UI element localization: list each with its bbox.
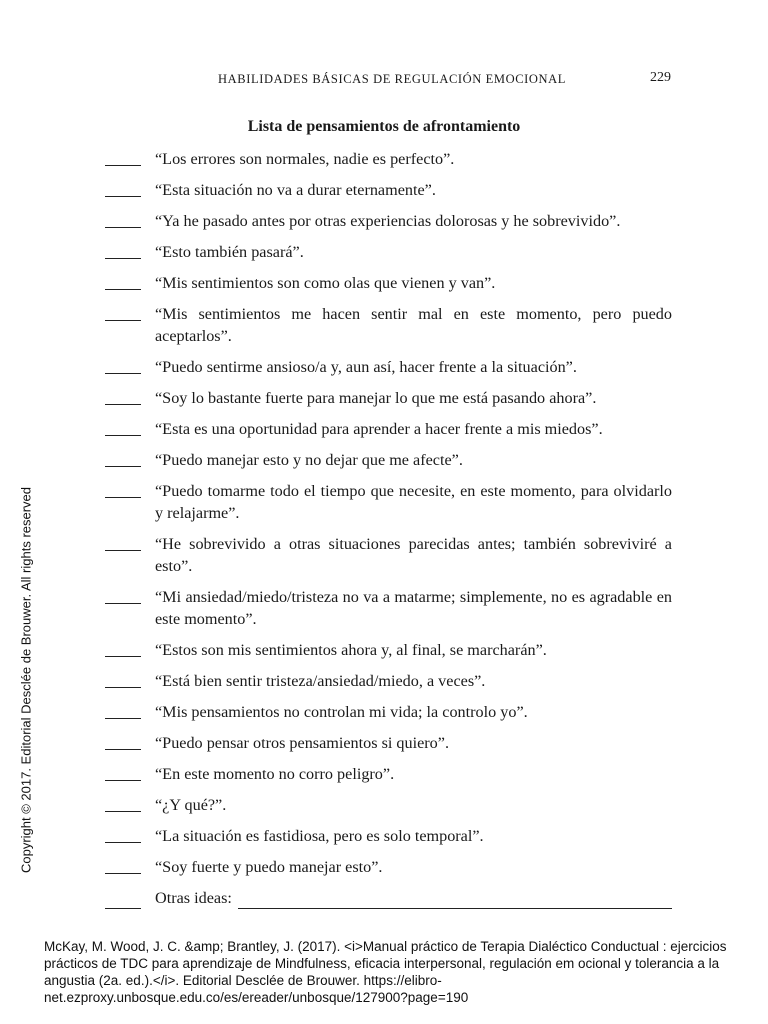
copyright-notice: Copyright © 2017. Editorial Desclée de Brouwer. All rights reserved [18,486,34,874]
check-blank[interactable] [105,272,141,290]
check-blank[interactable] [105,586,141,604]
list-item-text: “En este momento no corro peligro”. [155,765,395,783]
check-blank[interactable] [105,533,141,551]
list-item-text: “Esta es una oportunidad para aprender a hacer frente a mis miedos”. [155,420,603,438]
other-ideas-answer-line[interactable] [238,889,672,909]
list-item [105,480,672,524]
list-item-text: “He sobrevivido a otras situaciones parecidas antes; también sobreviviré a esto”. [155,535,672,575]
list-item-text: “Soy fuerte y puedo manejar esto”. [155,858,383,876]
check-blank[interactable] [105,179,141,197]
list-item [105,763,672,785]
check-blank[interactable] [105,825,141,843]
check-blank[interactable] [105,148,141,166]
check-blank[interactable] [105,794,141,812]
list-item-text: “Puedo sentirme ansioso/a y, aun así, hacer frente a la situación”. [155,358,577,376]
check-blank[interactable] [105,241,141,259]
page-number: 229 [650,70,671,85]
list-item-text: “Puedo pensar otros pensamientos si quiero”. [155,734,450,752]
check-blank[interactable] [105,701,141,719]
list-title: Lista de pensamientos de afrontamiento [247,118,521,135]
check-blank[interactable] [105,303,141,321]
check-blank[interactable] [105,732,141,750]
list-item-text: “Esto también pasará”. [155,243,304,261]
list-item-text: “Esta situación no va a durar eternamente”. [155,181,436,199]
list-item [105,210,672,232]
check-blank[interactable] [105,210,141,228]
list-item [105,825,672,847]
list-item [105,732,672,754]
list-item [105,272,672,294]
check-blank[interactable] [105,418,141,436]
list-item-text: “Está bien sentir tristeza/ansiedad/miedo, a veces”. [155,672,486,690]
list-item [105,586,672,630]
list-item [105,533,672,577]
check-blank[interactable] [105,891,141,909]
list-item [105,241,672,263]
other-ideas-label: Otras ideas: [155,889,232,907]
check-blank[interactable] [105,670,141,688]
other-ideas-row [105,887,672,909]
list-item-text: “Puedo tomarme todo el tiempo que necesite, en este momento, para olvidarlo y relajarme”. [155,482,672,522]
list-item-text: “Ya he pasado antes por otras experiencias dolorosas y he sobrevivido”. [155,212,621,230]
list-item-text: “Los errores son normales, nadie es perfecto”. [155,150,455,168]
list-item-text: “Puedo manejar esto y no dejar que me afecte”. [155,451,463,469]
running-header-title: HABILIDADES BÁSICAS DE REGULACIÓN EMOCIONAL [218,72,567,86]
list-item-text: “Mis pensamientos no controlan mi vida; la controlo yo”. [155,703,528,721]
list-item [105,639,672,661]
check-blank[interactable] [105,356,141,374]
list-item [105,418,672,440]
check-blank[interactable] [105,480,141,498]
list-item-text: “Mis sentimientos son como olas que vienen y van”. [155,274,496,292]
citation-footer: McKay, M. Wood, J. C. &amp; Brantley, J. (2017). <i>Manual práctico de Terapia Dialéctico Conductual : ejercicios prácticos de TDC para aprendizaje de Mindfulness, eficacia interpersonal, regulación em ocional y tolerancia a la angustia (2a. ed.).</i>. Editorial Desclée de Brouwer. https://elibro-net.ezproxy.unbosque.edu.co/es/ereader/unbosque/127900?page=190 [44,939,727,1005]
list-item-text: “¿Y qué?”. [155,796,227,814]
list-item-text: “Estos son mis sentimientos ahora y, al final, se marcharán”. [155,641,547,659]
check-blank[interactable] [105,387,141,405]
list-item-text: “Mis sentimientos me hacen sentir mal en este momento, pero puedo aceptarlos”. [155,305,672,345]
list-item [105,794,672,816]
list-item [105,449,672,471]
list-item [105,387,672,409]
list-item [105,856,672,878]
list-item [105,670,672,692]
list-item [105,179,672,201]
list-item-text: “Soy lo bastante fuerte para manejar lo que me está pasando ahora”. [155,389,597,407]
list-item [105,303,672,347]
coping-thoughts-list [105,148,672,918]
list-item [105,701,672,723]
list-item [105,148,672,170]
list-item [105,356,672,378]
list-item-text: “Mi ansiedad/miedo/tristeza no va a matarme; simplemente, no es agradable en este momento”. [155,588,672,628]
list-item-text: “La situación es fastidiosa, pero es solo temporal”. [155,827,484,845]
check-blank[interactable] [105,449,141,467]
check-blank[interactable] [105,856,141,874]
check-blank[interactable] [105,639,141,657]
check-blank[interactable] [105,763,141,781]
